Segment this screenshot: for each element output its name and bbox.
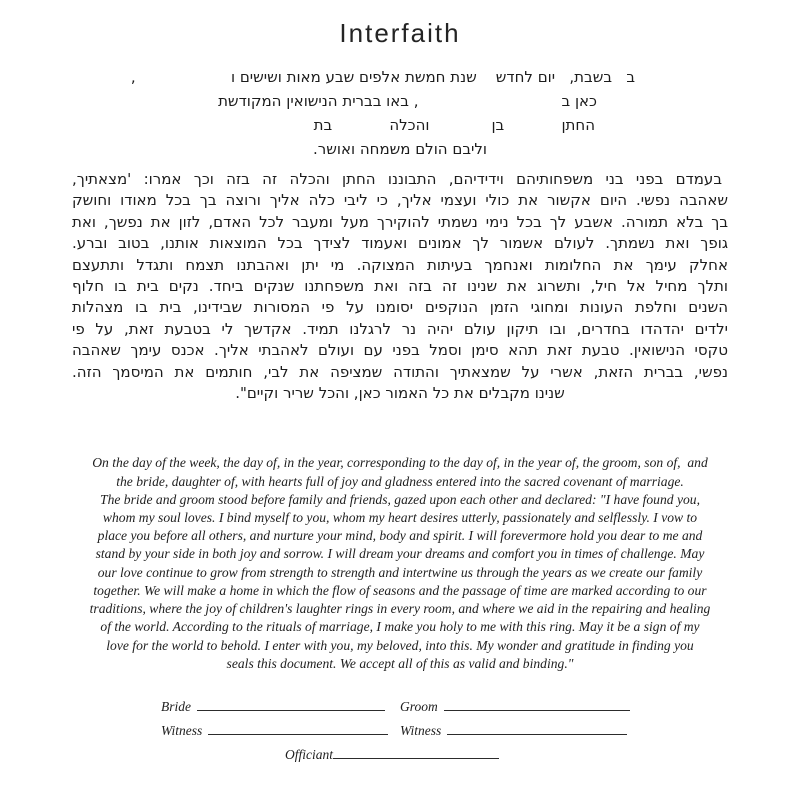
english-paragraph-line-5: place you before all others, and nurture your mind, body and spirit. I will forevermore hold you dear to me and — [97, 528, 703, 544]
hebrew-paragraph — [72, 169, 728, 404]
hebrew-paragraph-line-2: שאהבה נפשי. היום אקשור את כולי ועצמי אליך, כי ליבי כלה אליך ורוצה בך בכל מאודו וחושק — [72, 191, 728, 210]
witness-right-signature-line — [447, 721, 627, 735]
hebrew-header — [130, 65, 635, 161]
hebrew-paragraph-line-6: ותלך מחיל אל חיל, ותשרוג את שנינו זה בזה ואת משפחתנו שנקים ביחד. נקים בית בו חלוף — [72, 277, 728, 296]
hebrew-paragraph-line-11: שנינו מקבלים את כל האמור כאן, והכל שריר וקיים". — [235, 384, 565, 403]
hebrew-paragraph-line-10: נפשי, בברית הזאת, אשרי על שמצאתיך והתודה שמציפה את לבי, חותמים את המיסמך הזה. — [72, 362, 728, 381]
witness-left-label: Witness — [161, 722, 203, 738]
hebrew-header-line-3: החתן בן והכלה בת — [313, 116, 595, 134]
officiant-signature-cell — [285, 745, 524, 763]
english-paragraph-line-8: together. We will make a home in which the flow of seasons and the passage of time are marked according to our — [93, 582, 707, 598]
witness-right-label: Witness — [400, 722, 442, 738]
signature-row-3 — [161, 745, 639, 763]
hebrew-header-line-1: ב בשבת, יום לחדש שנת חמשת אלפים שבע מאות ושישים ו , — [130, 68, 635, 86]
bride-signature-cell — [161, 697, 400, 715]
hebrew-paragraph-line-5: אחלק עימך את החלומות ואנחמך בעיתות המצוקה. מי יתן ואהבתנו תצמח ותגדל ותתעצם — [72, 255, 728, 274]
english-paragraph-line-12: seals this document. We accept all of this as valid and binding." — [226, 655, 574, 671]
groom-signature-line — [444, 697, 630, 711]
groom-label: Groom — [400, 698, 438, 714]
hebrew-paragraph-line-4: גופך ואת נשמתך. לעולם אשמור לך אמונים ואעמוד לצידך בכל המוצאות אותנו, בטוב וברע. — [72, 234, 728, 253]
english-paragraph-line-9: traditions, where the joy of children's laughter rings in every room, and where we aid in the repairing and healing — [89, 601, 711, 617]
witness-left-signature-cell — [161, 721, 400, 739]
officiant-signature-line — [333, 745, 499, 759]
english-paragraph-line-7: our love continue to grow from strength to strength and intertwine us through the years as we create our family — [97, 564, 703, 580]
signature-section — [161, 697, 639, 763]
signature-row-1 — [161, 697, 639, 715]
groom-signature-cell — [400, 697, 639, 715]
signature-row-2 — [161, 721, 639, 739]
hebrew-paragraph-line-3: בך בלא תמורה. אשבע לך בכל נימי נשמתי להוקירך מעל ומעבר לכל האדם, לזון את נפשך, ואת — [72, 212, 728, 231]
english-paragraph-line-6: stand by your side in both joy and sorrow. I will dream your dreams and comfort you in times of challenge. May — [95, 546, 705, 562]
english-paragraph-line-11: love for the world to behold. I enter with you, my beloved, into this. My wonder and gratitude in finding you — [106, 637, 694, 653]
hebrew-paragraph-line-9: טקסי הנישואין. טבעת זאת תהא סימן וסמל בפני עם ועולם לאהבתי אליך. אכנס עימך שאהבה — [72, 341, 728, 360]
hebrew-header-line-2: כאן ב , באו בברית הנישואין המקודשת — [218, 92, 597, 110]
english-paragraph-line-4: whom my soul loves. I bind myself to you, whom my heart desires utterly, passionately and selflessly. I vow to — [102, 510, 698, 526]
bride-label: Bride — [161, 698, 191, 714]
witness-left-signature-line — [208, 721, 388, 735]
english-paragraph — [50, 454, 750, 672]
english-paragraph-line-2: the bride, daughter of, with hearts full of joy and gladness entered into the sacred covenant of marriage. — [116, 473, 684, 489]
hebrew-paragraph-line-8: ילדים יהדהדו בחדרים, ובו תיקון עולם יהיה נר לרגלנו תמיד. אקדשך לי בטבעת זאת, על פי — [72, 319, 728, 338]
english-paragraph-line-3: The bride and groom stood before family and friends, gazed upon each other and declared: "I have found you, — [100, 491, 700, 507]
hebrew-paragraph-line-1: בעמדם בפני בני משפחותיהם וידידיהם, התבוננו החתן והכלה זה בזה וכך אמרו: 'מצאתיך, — [72, 170, 722, 188]
english-paragraph-line-10: of the world. According to the rituals of marriage, I make you holy to me with this ring. May it be a sign of my — [100, 619, 700, 635]
officiant-label: Officiant — [285, 746, 333, 762]
document-title: Interfaith — [339, 18, 461, 48]
hebrew-paragraph-line-7: השנים וחלפת העונות ומחוגי הזמן הנוקפים יסומנו על פי המסורות שבידינו, בית בו מצהלות — [72, 298, 728, 317]
bride-signature-line — [197, 697, 385, 711]
witness-right-signature-cell — [400, 721, 639, 739]
hebrew-header-line-4: וליבם הולם משמחה ואושר. — [313, 140, 487, 158]
english-paragraph-line-1: On the day of the week, the day of, in the year, corresponding to the day of, in the year of, the groom, son of, and — [92, 455, 708, 471]
